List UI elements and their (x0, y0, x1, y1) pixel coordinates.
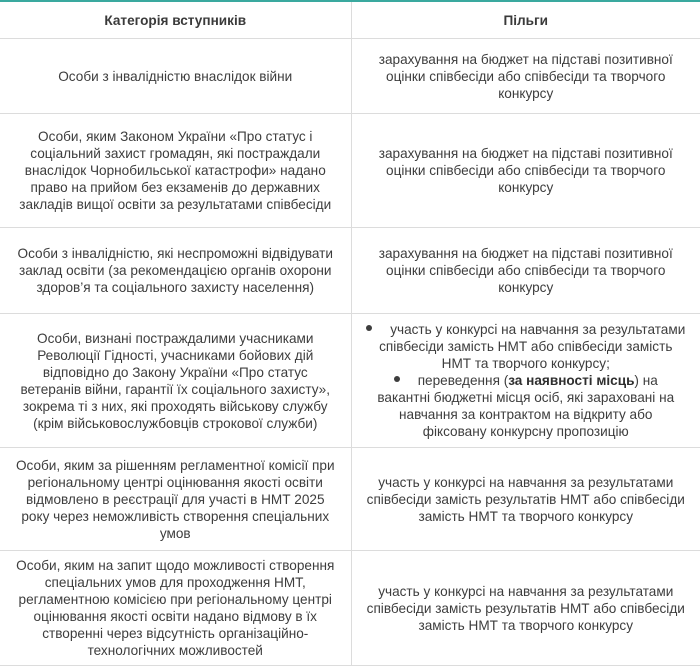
category-cell: Особи, яким за рішенням регламентної комісії при регіональному центрі оцінювання якості освіти відмовлено в реєстрації для участі в НМТ 2025 року через неможливість створення спеціальних умов (0, 448, 351, 551)
benefit-item-text-after: ) на вакантні бюджетні місця осіб, які зараховані на навчання за контрактом на відкриту або фіксовану конкурсну пропозицію (377, 373, 675, 439)
benefit-cell: участь у конкурсі на навчання за результатами співбесіди замість результатів НМТ або співбесіди замість НМТ та творчого конкурсу (351, 551, 700, 666)
table-header-row (0, 2, 700, 39)
benefits-table (0, 2, 700, 666)
benefit-cell: зарахування на бюджет на підставі позитивної оцінки співбесіди або співбесіди та творчого конкурсу (351, 228, 700, 314)
benefit-cell: зарахування на бюджет на підставі позитивної оцінки співбесіди або співбесіди та творчого конкурсу (351, 39, 700, 114)
benefit-cell: участь у конкурсі на навчання за результатами співбесіди замість результатів НМТ або співбесіди замість НМТ та творчого конкурсу (351, 448, 700, 551)
category-cell: Особи з інвалідністю, які неспроможні відвідувати заклад освіти (за рекомендацією органів охорони здоров’я та соціального захисту населення) (0, 228, 351, 314)
category-cell: Особи, визнані постраждалими учасниками Революції Гідності, учасниками бойових дій відповідно до Закону України «Про статус ветеранів війни, гарантії їх соціального захисту», зокрема ті з них, які проходять військову службу (крім військовослужбовців строкової служби) (0, 314, 351, 448)
benefit-list-cell (351, 314, 700, 448)
benefit-item-text: участь у конкурсі на навчання за результатами співбесіди замість НМТ або співбесіди замість НМТ та творчого конкурсу; (379, 322, 686, 371)
header-benefits: Пільги (351, 2, 700, 39)
table-row (0, 314, 700, 448)
category-cell: Особи з інвалідністю внаслідок війни (0, 39, 351, 114)
benefit-list-item (366, 321, 687, 372)
table-row (0, 551, 700, 666)
table-row (0, 114, 700, 228)
benefit-item-text-before: переведення ( (417, 373, 509, 388)
benefit-list-item (366, 372, 687, 440)
category-cell: Особи, яким на запит щодо можливості створення спеціальних умов для проходження НМТ, регламентною комісією при регіональному центрі оцінювання якості освіти надано відмову в їх створенні через відсутність організаційно-технологічних можливостей (0, 551, 351, 666)
table-row (0, 228, 700, 314)
category-cell: Особи, яким Законом України «Про статус і соціальний захист громадян, які постраждали внаслідок Чорнобильської катастрофи» надано право на прийом без екзаменів до державних закладів вищої освіти за результатами співбесіди (0, 114, 351, 228)
header-category: Категорія вступників (0, 2, 351, 39)
bullet-icon (394, 376, 400, 382)
benefit-item-bold: за наявності місць (508, 373, 635, 388)
benefit-cell: зарахування на бюджет на підставі позитивної оцінки співбесіди або співбесіди та творчого конкурсу (351, 114, 700, 228)
bullet-icon (366, 325, 372, 331)
table-row (0, 448, 700, 551)
table-row (0, 39, 700, 114)
